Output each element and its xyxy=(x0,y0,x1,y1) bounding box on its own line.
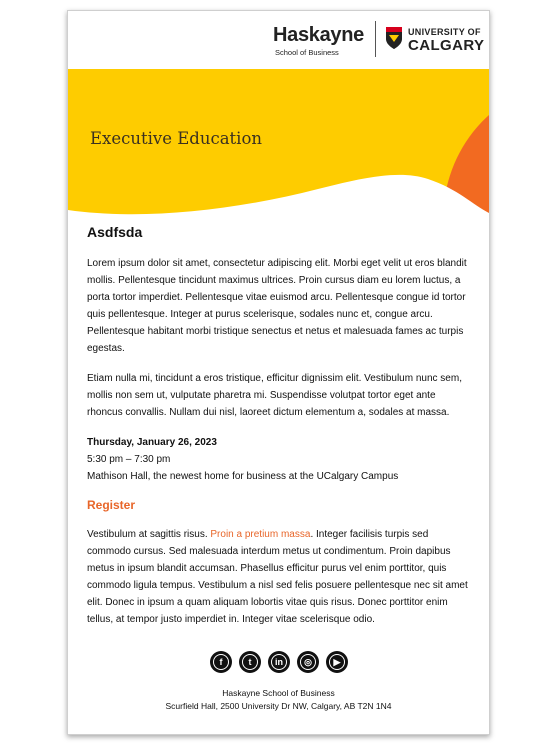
event-time: 5:30 pm – 7:30 pm xyxy=(87,454,171,465)
linkedin-icon[interactable] xyxy=(268,651,290,673)
instagram-glyph: ◎ xyxy=(300,654,316,670)
twitter-icon[interactable] xyxy=(239,651,261,673)
paragraph-3-text-end: . Integer facilisis turpis sed commodo cursus. Sed malesuada interdum metus ut condimentum. Proin dapibus metus in ipsum blandit accumsan. Phasellus efficitur purus vel enim porttitor, quis commodo ligula tempus. Vestibulum a nisl sed felis posuere pellentesque nec sit amet elit. Donec in ipsum a quam aliquam lobortis vitae quis risus. Donec porttitor enim tellus, at tempor justo imperdiet in. Integer vitae scelerisque odio. xyxy=(87,529,468,625)
header-logos xyxy=(68,11,489,69)
email-body xyxy=(87,223,472,641)
youtube-icon[interactable] xyxy=(326,651,348,673)
email-footer xyxy=(68,687,489,713)
haskayne-logo-name: Haskayne xyxy=(273,24,364,46)
body-paragraph-1: Lorem ipsum dolor sit amet, consectetur adipiscing elit. Morbi eget velit ut eros blandit mollis. Pellentesque tincidunt maximus ultrices. Proin cursus diam eu lorem luctus, a porta tortor imperdiet. Pellentesque vitae euismod arcu. Pellentesque congue id tortor quis pellentesque. Integer at purus scelerisque, sodales nunc et, congue arcu. Pellentesque habitant morbi tristique senectus et netus et malesuada fames ac turpis egestas. xyxy=(87,258,467,354)
event-location: Mathison Hall, the newest home for business at the UCalgary Campus xyxy=(87,471,399,482)
footer-address: Scurfield Hall, 2500 University Dr NW, Calgary, AB T2N 1N4 xyxy=(165,701,392,711)
event-details xyxy=(87,434,472,485)
event-date: Thursday, January 26, 2023 xyxy=(87,437,217,448)
social-icons xyxy=(210,651,350,675)
body-paragraph-3 xyxy=(87,526,472,628)
instagram-icon[interactable] xyxy=(297,651,319,673)
uc-logo-line1: UNIVERSITY OF xyxy=(408,27,481,37)
twitter-glyph: t xyxy=(242,654,258,670)
facebook-glyph: f xyxy=(213,654,229,670)
uc-logo-line2: CALGARY xyxy=(408,37,485,54)
university-crest-icon xyxy=(385,26,403,50)
facebook-icon[interactable] xyxy=(210,651,232,673)
youtube-glyph: ▶ xyxy=(329,654,345,670)
logo-divider xyxy=(375,21,376,57)
paragraph-3-text-start: Vestibulum at sagittis risus. xyxy=(87,529,211,540)
email-container xyxy=(67,10,490,735)
inline-link[interactable]: Proin a pretium massa xyxy=(210,529,311,540)
banner-title: Executive Education xyxy=(90,129,263,148)
linkedin-glyph: in xyxy=(271,654,287,670)
register-link[interactable]: Register xyxy=(87,498,136,512)
body-paragraph-2: Etiam nulla mi, tincidunt a eros tristique, efficitur dignissim elit. Vestibulum nunc sem, mollis non sem ut, vulputate pharetra mi. Suspendisse volutpat tortor eget ante rhoncus convallis. Nullam dui nisl, laoreet dictum elementum a, sodales at massa. xyxy=(87,373,462,418)
hero-banner xyxy=(68,69,489,220)
haskayne-logo-subtitle: School of Business xyxy=(275,48,339,57)
email-heading: Asdfsda xyxy=(87,224,143,240)
footer-org-name: Haskayne School of Business xyxy=(222,688,335,698)
